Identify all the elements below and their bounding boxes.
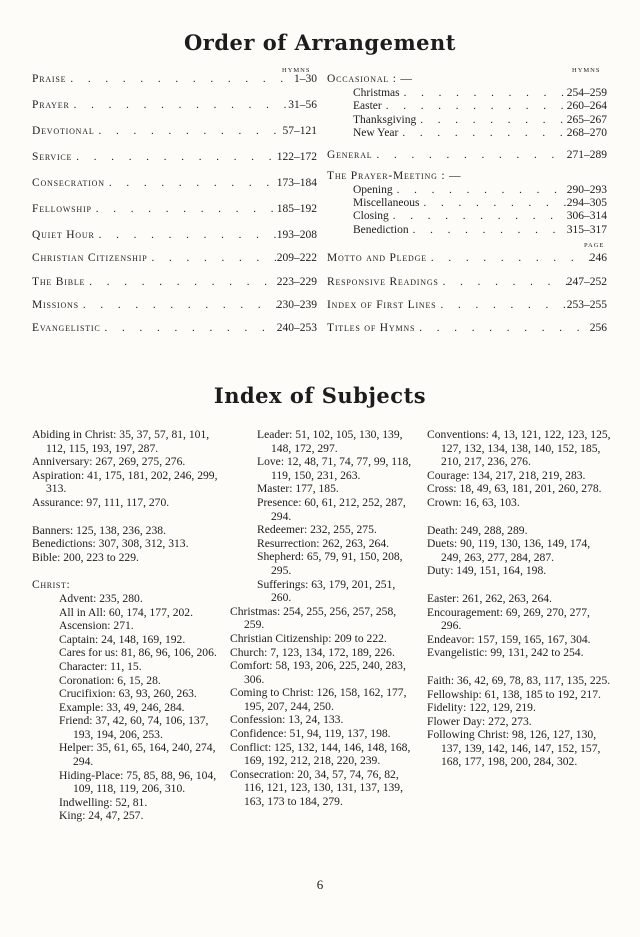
index-entry: Indwelling: 52, 81. [59, 795, 148, 809]
arrangement-title: Order of Arrangement [183, 30, 457, 55]
arrangement-item [32, 203, 317, 215]
index-entry: Duets: 90, 119, 130, 136, 149, 174, 249, 263, 277, 284, 287. [427, 537, 591, 564]
index-entry: Shepherd: 65, 79, 91, 150, 208, 295. [257, 550, 403, 577]
arrangement-item [327, 276, 607, 288]
index-entry: Leader: 51, 102, 105, 130, 139, 148, 172, 297. [257, 428, 403, 455]
arrangement-item [32, 299, 317, 311]
index-entry: Comfort: 58, 193, 206, 225, 240, 283, 306. [230, 659, 406, 686]
index-entry: Coming to Christ: 126, 158, 162, 177, 195, 207, 244, 250. [230, 686, 407, 713]
arrangement-label: Consecration [32, 177, 105, 189]
arrangement-label: Quiet Hour [32, 229, 95, 241]
arrangement-label: Responsive Readings [327, 276, 439, 288]
index-entry: Example: 33, 49, 246, 284. [59, 700, 185, 714]
index-entry: Conventions: 4, 13, 121, 122, 123, 125, 127, 132, 134, 138, 140, 152, 185, 210, 217, 236, 276. [427, 428, 611, 469]
arrangement-range: 193–208 [276, 229, 317, 241]
index-entry: Christmas: 254, 255, 256, 257, 258, 259. [230, 604, 397, 632]
arrangement-range: 122–172 [276, 151, 317, 163]
subitem-range: 290–293 [566, 184, 607, 196]
arrangement-item [327, 299, 607, 311]
index-column-1 [32, 428, 220, 823]
index-entry: Hiding-Place: 75, 85, 88, 96, 104, 109, 118, 119, 206, 310. [59, 768, 217, 796]
index-entry: Faith: 36, 42, 69, 78, 83, 117, 135, 225. [427, 673, 611, 687]
index-entry: Church: 7, 123, 134, 172, 189, 226. [230, 645, 395, 659]
index-entry: Easter: 261, 262, 263, 264. [427, 591, 552, 605]
index-entry: Master: 177, 185. [257, 482, 339, 496]
arrangement-item [327, 252, 607, 264]
arrangement-range: 271–289 [566, 149, 607, 161]
index-entry: All in All: 60, 174, 177, 202. [59, 605, 193, 619]
index-entry: Bible: 200, 223 to 229. [32, 550, 139, 564]
arrangement-subitem [353, 127, 607, 139]
index-entry: Love: 12, 48, 71, 74, 77, 99, 118, 119, 150, 231, 263. [257, 455, 412, 482]
subitem-label: Opening [353, 184, 393, 196]
index-entry: Presence: 60, 61, 212, 252, 287, 294. [257, 495, 406, 523]
index-entry: Resurrection: 262, 263, 264. [257, 536, 390, 550]
arrangement-subitem [353, 224, 607, 236]
index-entry: Courage: 134, 217, 218, 219, 283. [427, 468, 586, 482]
index-entry: Captain: 24, 148, 169, 192. [59, 632, 186, 646]
arrangement-range: 173–184 [276, 177, 317, 189]
subitem-range: 315–317 [566, 224, 607, 236]
occasional-heading [327, 73, 607, 85]
index-entry: Crown: 16, 63, 103. [427, 495, 520, 509]
index-entry: Endeavor: 157, 159, 165, 167, 304. [427, 632, 591, 646]
subitem-range: 265–267 [566, 114, 607, 126]
index-entry: Advent: 235, 280. [59, 591, 143, 605]
arrangement-label: Missions [32, 299, 79, 311]
page-label: PAGE [584, 242, 605, 249]
index-entry: Coronation: 6, 15, 28. [59, 673, 161, 687]
index-entry: Banners: 125, 138, 236, 238. [32, 523, 166, 537]
subitem-label: Thanksgiving [353, 114, 417, 126]
arrangement-item [32, 151, 317, 163]
index-column-2 [230, 428, 416, 809]
subitem-range: 260–264 [566, 100, 607, 112]
arrangement-range: 253–255 [566, 299, 607, 311]
arrangement-item [32, 276, 317, 288]
subitem-label: Closing [353, 210, 389, 222]
index-entry: Benedictions: 307, 308, 312, 313. [32, 537, 189, 551]
index-entry: Death: 249, 288, 289. [427, 523, 528, 537]
arrangement-label: Praise [32, 73, 67, 85]
prayer-meeting-heading [327, 170, 607, 182]
index-entry: Conflict: 125, 132, 144, 146, 148, 168, 169, 192, 212, 218, 220, 239. [230, 740, 411, 768]
index-entry: Friend: 37, 42, 60, 74, 106, 137, 193, 194, 206, 253. [59, 714, 209, 741]
arrangement-label: Evangelistic [32, 322, 101, 334]
index-heading: Christ: [32, 578, 71, 592]
arrangement-range: 247–252 [566, 276, 607, 288]
arrangement-subitem [353, 197, 607, 209]
arrangement-subitem [353, 184, 607, 196]
subitem-label: Easter [353, 100, 382, 112]
index-entry: Character: 11, 15. [59, 659, 142, 673]
arrangement-item [32, 177, 317, 189]
hymns-label: HYMNS [282, 67, 311, 74]
arrangement-item [32, 125, 317, 137]
arrangement-label: The Bible [32, 276, 86, 288]
index-entry: Aspiration: 41, 175, 181, 202, 246, 299, 313. [32, 468, 218, 496]
subitem-range: 306–314 [566, 210, 607, 222]
index-entry: Duty: 149, 151, 164, 198. [427, 564, 547, 578]
subitem-range: 268–270 [566, 127, 607, 139]
index-entry: Fellowship: 61, 138, 185 to 192, 217. [427, 687, 601, 701]
arrangement-label: Occasional : — [327, 73, 413, 85]
subitem-label: Miscellaneous [353, 197, 420, 209]
subitem-range: 254–259 [566, 87, 607, 99]
arrangement-label: Prayer [32, 99, 70, 111]
arrangement-label: Index of First Lines [327, 299, 437, 311]
arrangement-range: 230–239 [276, 299, 317, 311]
arrangement-range: 57–121 [282, 125, 317, 137]
index-entry: Encouragement: 69, 269, 270, 277, 296. [427, 605, 590, 633]
index-entry: Abiding in Christ: 35, 37, 57, 81, 101, 112, 115, 193, 197, 287. [32, 428, 210, 455]
arrangement-item [32, 73, 317, 85]
index-entry: Assurance: 97, 111, 117, 270. [32, 495, 170, 509]
subitem-range: 294–305 [566, 197, 607, 209]
index-entry: Ascension: 271. [59, 619, 134, 633]
arrangement-subitem [353, 210, 607, 222]
index-entry: Sufferings: 63, 179, 201, 251, 260. [257, 577, 396, 605]
arrangement-label: The Prayer-Meeting : — [327, 170, 462, 182]
subitem-label: New Year [353, 127, 399, 139]
arrangement-label: Christian Citizenship [32, 252, 148, 264]
arrangement-item [327, 322, 607, 334]
subitem-label: Christmas [353, 87, 400, 99]
arrangement-label: Motto and Pledge [327, 252, 427, 264]
arrangement-subitem [353, 114, 607, 126]
index-entry: King: 24, 47, 257. [59, 809, 144, 823]
index-entry: Christian Citizenship: 209 to 222. [230, 631, 387, 645]
arrangement-label: Fellowship [32, 203, 92, 215]
index-entry: Confidence: 51, 94, 119, 137, 198. [230, 727, 391, 741]
arrangement-item [32, 229, 317, 241]
index-entry: Fidelity: 122, 129, 219. [427, 701, 536, 715]
arrangement-label: Devotional [32, 125, 95, 137]
arrangement-item [32, 99, 317, 111]
index-entry: Following Christ: 98, 126, 127, 130, 137, 139, 142, 146, 147, 152, 157, 168, 177, 198, 200, 284, 302. [427, 728, 601, 769]
index-entry: Consecration: 20, 34, 57, 74, 76, 82, 116, 121, 123, 130, 131, 137, 139, 163, 173 to 184, 279. [230, 767, 403, 809]
arrangement-label: Titles of Hymns [327, 322, 416, 334]
index-entry: Redeemer: 232, 255, 275. [257, 523, 377, 537]
arrangement-item [32, 322, 317, 334]
arrangement-range: 246 [589, 252, 607, 264]
subjects-title: Index of Subjects [213, 383, 427, 408]
arrangement-range: 1–30 [294, 73, 317, 85]
index-entry: Cares for us: 81, 86, 96, 106, 206. [59, 646, 217, 660]
index-entry: Evangelistic: 99, 131, 242 to 254. [427, 646, 584, 660]
index-entry: Helper: 35, 61, 65, 164, 240, 274, 294. [59, 741, 216, 769]
arrangement-range: 256 [589, 322, 607, 334]
index-entry: Confession: 13, 24, 133. [230, 713, 344, 727]
index-column-3 [427, 428, 612, 769]
subitem-label: Benediction [353, 224, 409, 236]
arrangement-range: 209–222 [276, 252, 317, 264]
arrangement-range: 185–192 [276, 203, 317, 215]
arrangement-range: 240–253 [276, 322, 317, 334]
arrangement-label: Service [32, 151, 73, 163]
arrangement-label: General [327, 149, 373, 161]
arrangement-item [32, 252, 317, 264]
arrangement-subitem [353, 100, 607, 112]
index-entry: Cross: 18, 49, 63, 181, 201, 260, 278. [427, 482, 602, 496]
index-entry: Anniversary: 267, 269, 275, 276. [32, 455, 186, 469]
arrangement-subitem [353, 87, 607, 99]
arrangement-range: 31–56 [288, 99, 317, 111]
index-entry: Flower Day: 272, 273. [427, 714, 532, 728]
arrangement-range: 223–229 [276, 276, 317, 288]
arrangement-item [327, 149, 607, 161]
hymns-label-right: HYMNS [572, 67, 601, 74]
page-number: 6 [316, 877, 324, 892]
index-entry: Crucifixion: 63, 93, 260, 263. [59, 687, 197, 701]
